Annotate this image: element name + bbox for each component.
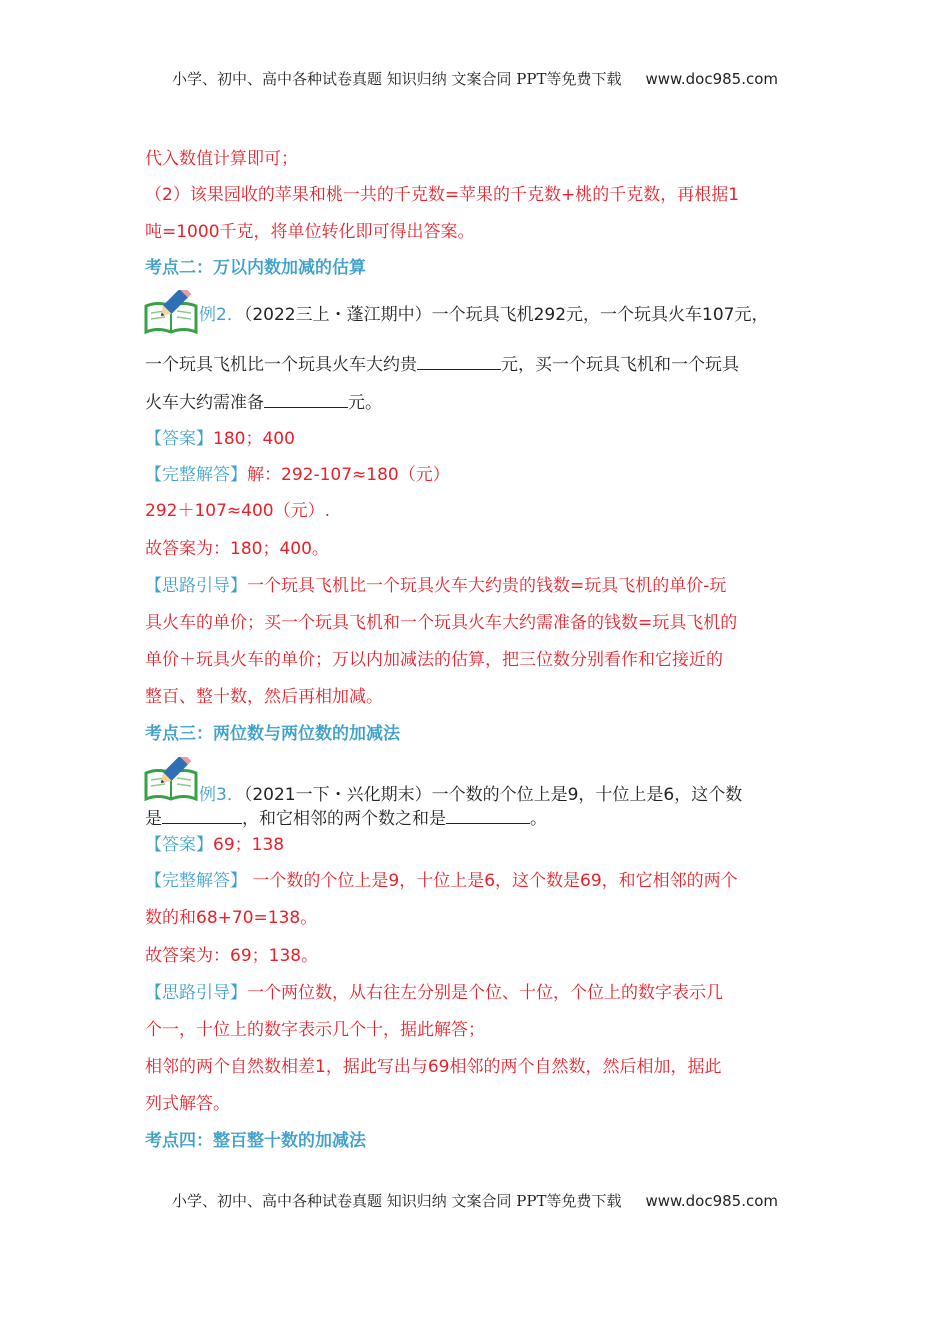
answer-blank-3[interactable] [162, 807, 242, 824]
hint-tag: 【思路引导】 [145, 576, 247, 596]
answer-tag: 【答案】 [145, 835, 213, 855]
example-2-stem-line-1 [199, 303, 869, 327]
example-3-stem-line-1 [199, 783, 869, 807]
solution-line-3: 故答案为：69；138。 [145, 946, 319, 966]
example-2-stem-2a: 一个玩具飞机比一个玩具火车大约贵 [145, 355, 417, 375]
solution-line-3: 故答案为：180；400。 [145, 539, 329, 559]
hint-line-3: 单价＋玩具火车的单价；万以内加减法的估算，把三位数分别看作和它接近的 [145, 650, 723, 670]
solution-line-2: 数的和68+70=138。 [145, 908, 318, 928]
top-line-1: 代入数值计算即可； [145, 149, 298, 169]
hint-line-4: 列式解答。 [145, 1094, 230, 1114]
solution-tag: 【完整解答】 [145, 871, 247, 891]
section-title-k3: 考点三：两位数与两位数的加减法 [145, 724, 400, 744]
example-2-stem-line-3 [145, 391, 815, 415]
book-pencil-icon [143, 290, 199, 336]
hint-line-2: 具火车的单价；买一个玩具飞机和一个玩具火车大约需准备的钱数=玩具飞机的 [145, 613, 738, 633]
answer-blank-2[interactable] [264, 391, 348, 408]
solution-tag: 【完整解答】 [145, 465, 247, 485]
header-site: www.doc985.com [645, 70, 779, 88]
answer-text: 69；138 [213, 835, 285, 855]
hint-line-3: 相邻的两个自然数相差1，据此写出与69相邻的两个自然数，然后相加，据此 [145, 1057, 722, 1077]
page-footer [0, 1190, 950, 1211]
hint-line-1: 一个玩具飞机比一个玩具火车大约贵的钱数=玩具飞机的单价-玩 [247, 576, 727, 596]
hint-tag: 【思路引导】 [145, 983, 247, 1003]
answer-tag: 【答案】 [145, 429, 213, 449]
example-2-label: 例2． [199, 305, 244, 325]
answer-blank-1[interactable] [417, 353, 501, 370]
solution-line-1: 解：292-107≈180（元） [247, 465, 450, 485]
page-header [0, 68, 950, 89]
top-line-3: 吨=1000千克，将单位转化即可得出答案。 [145, 222, 475, 242]
example-2-stem-3b: 元。 [348, 393, 382, 413]
example-2-stem-line-2 [145, 353, 815, 377]
solution-line-1: 一个数的个位上是9，十位上是6，这个数是69，和它相邻的两个 [247, 871, 738, 891]
example-3-hint [145, 981, 815, 1005]
solution-line-2: 292＋107≈400（元）. [145, 501, 330, 521]
hint-line-4: 整百、整十数，然后再相加减。 [145, 687, 383, 707]
example-3-stem-2b: ，和它相邻的两个数之和是 [242, 809, 446, 829]
example-2-stem-2b: 元，买一个玩具飞机和一个玩具 [501, 355, 739, 375]
example-2-stem-3a: 火车大约需准备 [145, 393, 264, 413]
hint-line-2: 个一，十位上的数字表示几个十，据此解答； [145, 1020, 485, 1040]
footer-text: 小学、初中、高中各种试卷真题 知识归纳 文案合同 PPT等免费下载 [171, 1192, 622, 1210]
example-3-solution [145, 869, 815, 893]
answer-text: 180；400 [213, 429, 295, 449]
example-2-solution [145, 463, 815, 487]
example-3-label: 例3． [199, 785, 244, 805]
hint-line-1: 一个两位数，从右往左分别是个位、十位，个位上的数字表示几 [247, 983, 723, 1003]
example-3-stem-1: （2021一下・兴化期末）一个数的个位上是9，十位上是6，这个数 [243, 785, 743, 805]
example-3-stem-2a: 是 [145, 809, 162, 829]
answer-blank-4[interactable] [446, 807, 530, 824]
example-3-answer [145, 833, 815, 857]
example-2-answer [145, 427, 815, 451]
section-title-k4: 考点四：整百整十数的加减法 [145, 1131, 366, 1151]
book-pencil-icon [143, 757, 199, 803]
example-2-hint [145, 574, 815, 598]
header-text: 小学、初中、高中各种试卷真题 知识归纳 文案合同 PPT等免费下载 [171, 70, 622, 88]
top-line-2: （2）该果园收的苹果和桃一共的千克数=苹果的千克数+桃的千克数，再根据1 [145, 185, 740, 205]
example-3-stem-2c: 。 [530, 809, 547, 829]
section-title-k2: 考点二：万以内数加减的估算 [145, 258, 366, 278]
footer-site: www.doc985.com [645, 1192, 779, 1210]
example-3-stem-line-2 [145, 807, 815, 831]
example-2-stem-1: （2022三上・蓬江期中）一个玩具飞机292元，一个玩具火车107元， [243, 305, 769, 325]
